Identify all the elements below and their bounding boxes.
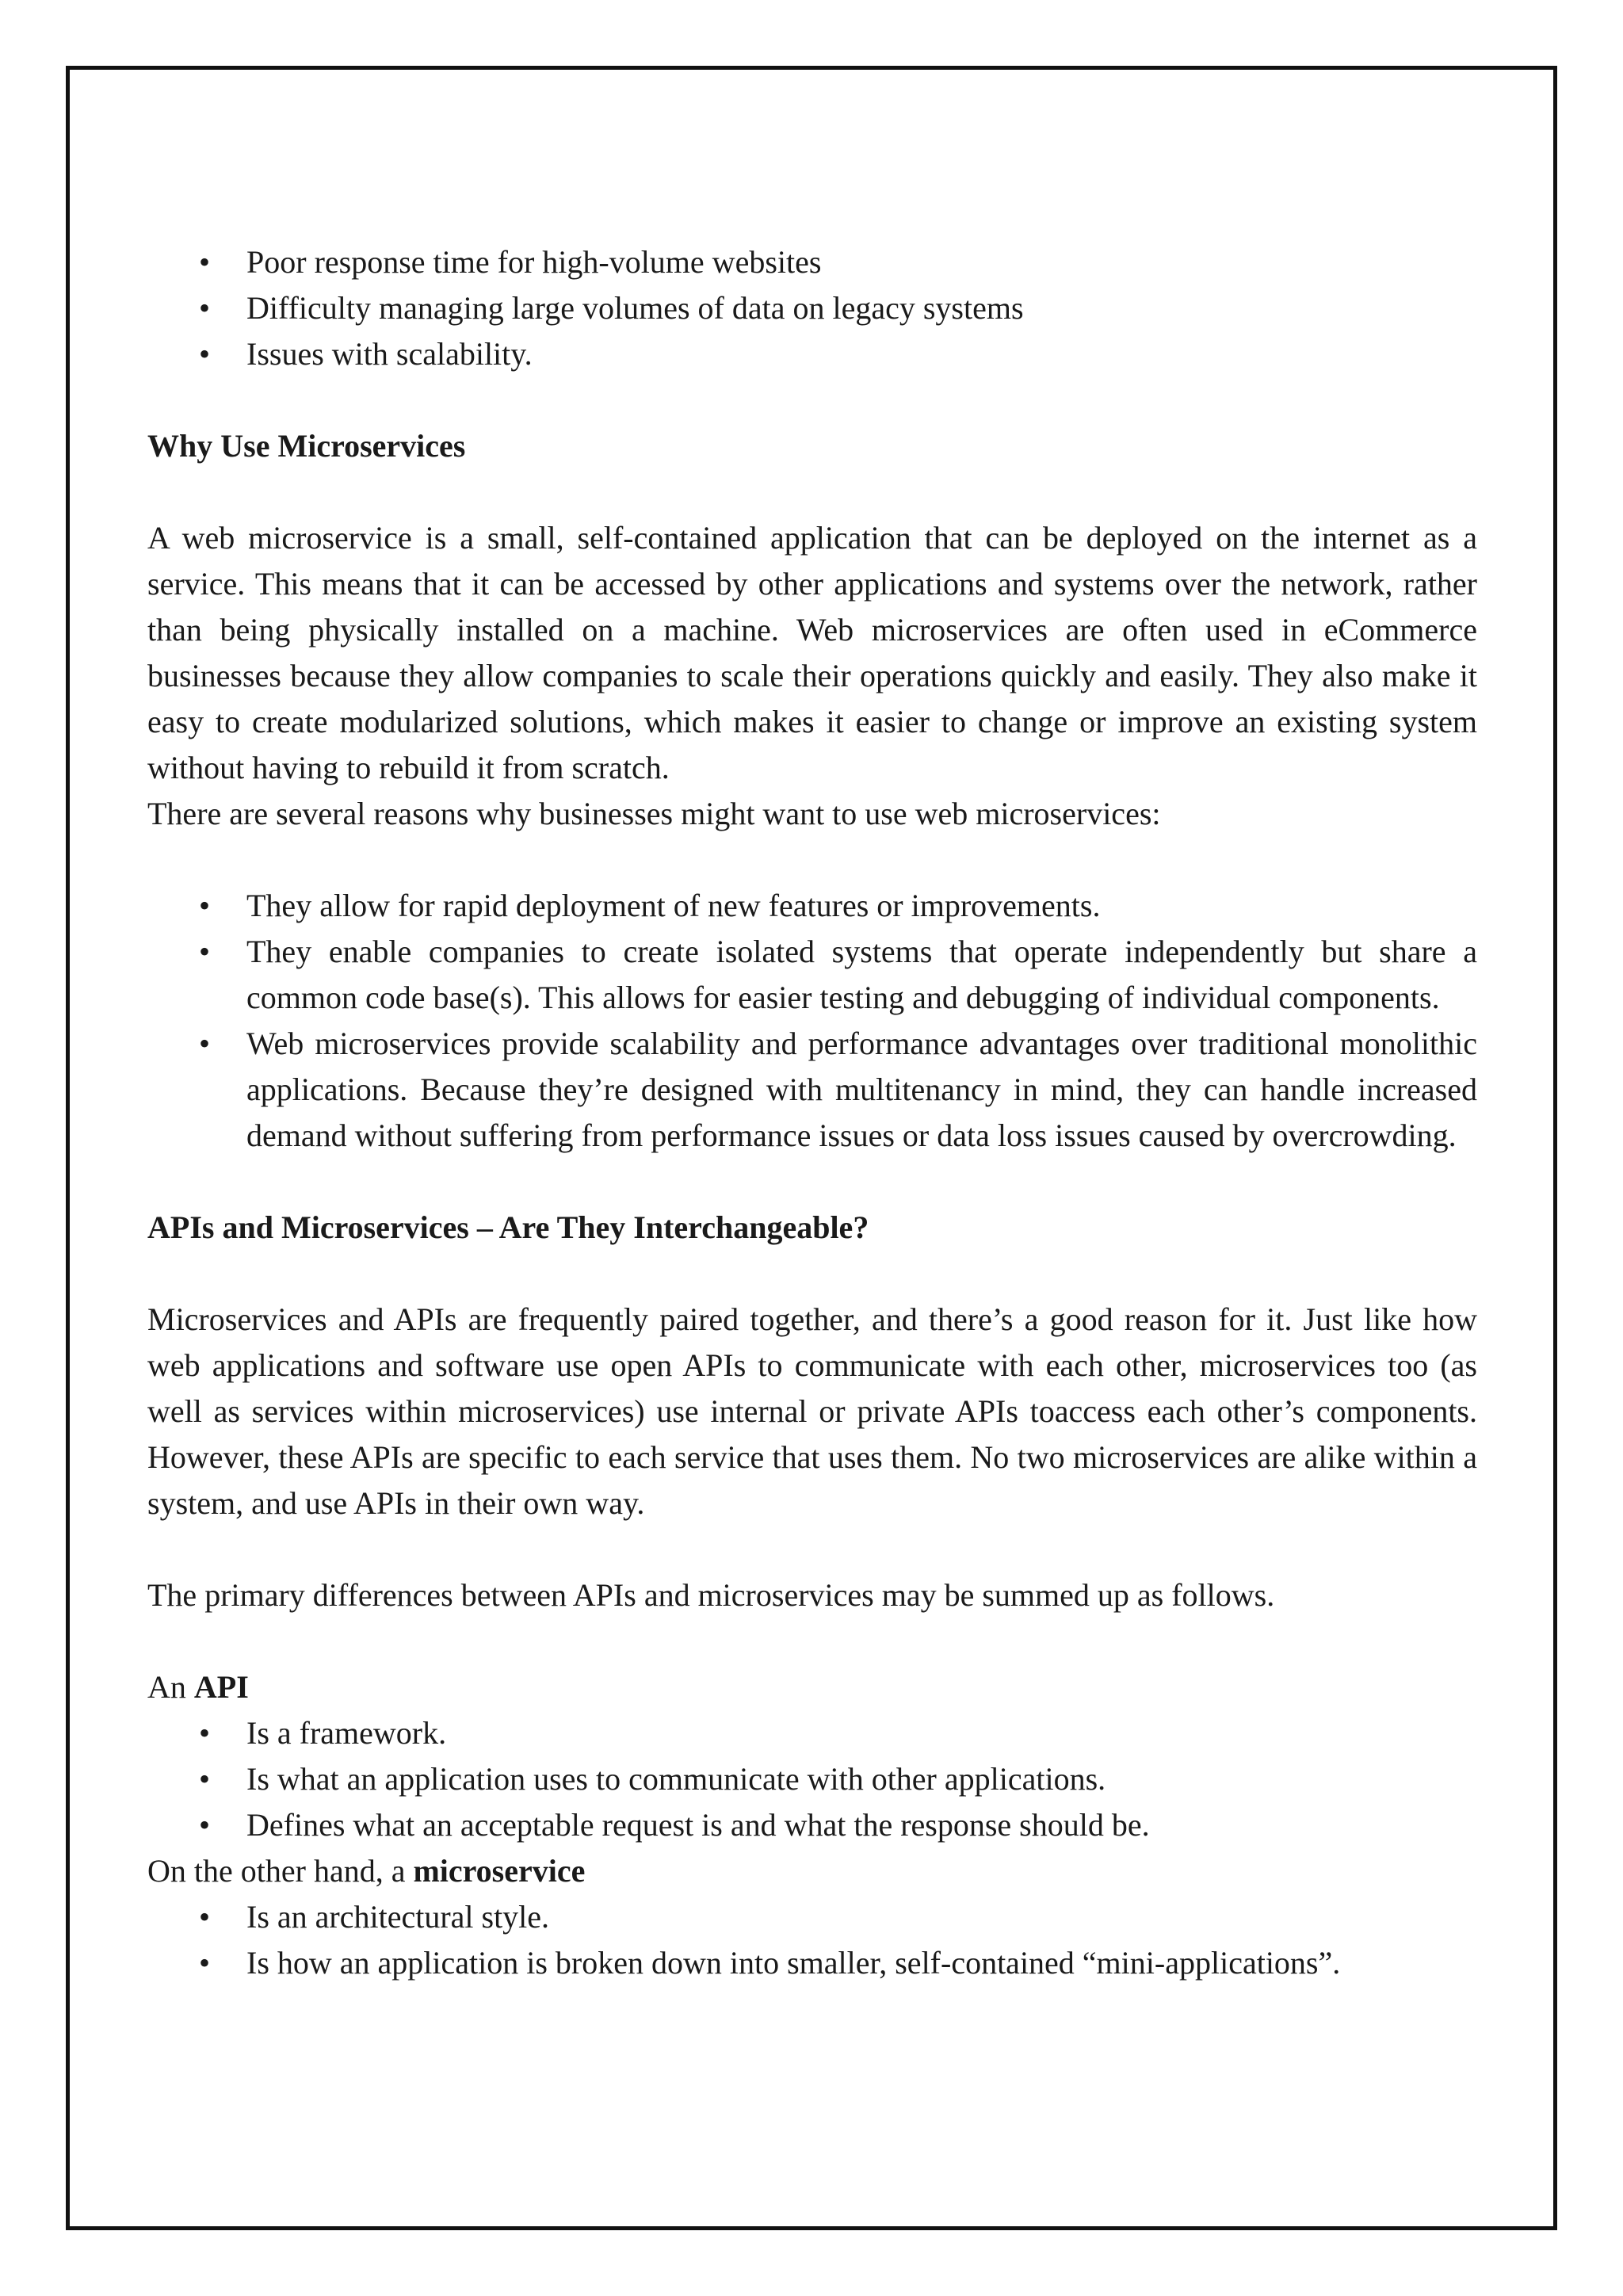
bullet-icon: •: [198, 888, 210, 923]
list-item-text: Is a framework.: [246, 1715, 447, 1751]
intro-bullet-list: [147, 239, 1477, 377]
microservice-label-bold: microservice: [413, 1853, 586, 1889]
list-item-text: Issues with scalability.: [246, 336, 533, 372]
list-item: [147, 883, 1477, 929]
list-item-text: Poor response time for high-volume websites: [246, 244, 822, 280]
list-item-text: Defines what an acceptable request is and what the response should be.: [246, 1807, 1150, 1843]
spacer: [147, 1618, 1477, 1664]
api-label-prefix: An: [147, 1669, 194, 1705]
spacer: [147, 1526, 1477, 1572]
bullet-icon: •: [198, 934, 210, 969]
reasons-bullet-list: [147, 883, 1477, 1159]
differences-intro: The primary differences between APIs and microservices may be summed up as follows.: [147, 1577, 1275, 1613]
bullet-icon: •: [198, 336, 210, 372]
api-label: [147, 1664, 1477, 1710]
list-item-text: Web microservices provide scalability and performance advantages over traditional monolithic applications. Because they’re designed with multitenancy in mind, they can handle increased demand without suffering from performance issues or data loss issues caused by overcrowding.: [246, 1026, 1477, 1153]
document-body: [147, 239, 1477, 1986]
list-item: [147, 285, 1477, 331]
bullet-icon: •: [198, 1026, 210, 1061]
bullet-icon: •: [198, 1945, 210, 1981]
microservice-bullet-list: [147, 1894, 1477, 1986]
spacer: [147, 837, 1477, 883]
apis-paragraph: Microservices and APIs are frequently paired together, and there’s a good reason for it. Just like how web applications and software use open APIs to communicate with each other, microservices too (as well as services within microservices) use internal or private APIs toaccess each other’s components. However, these APIs are specific to each service that uses them. No two microservices are alike within a system, and use APIs in their own way.: [147, 1301, 1477, 1521]
api-bullet-list: [147, 1710, 1477, 1848]
list-item: [147, 1940, 1477, 1986]
bullet-icon: •: [198, 290, 210, 326]
list-item: [147, 1894, 1477, 1940]
bullet-icon: •: [198, 1807, 210, 1843]
list-item: [147, 331, 1477, 377]
microservice-label: [147, 1848, 1477, 1894]
list-item-text: Is what an application uses to communicate with other applications.: [246, 1761, 1106, 1797]
list-item: [147, 1756, 1477, 1802]
apis-heading: APIs and Microservices – Are They Interchangeable?: [147, 1209, 869, 1245]
spacer: [147, 1251, 1477, 1297]
microservice-label-prefix: On the other hand, a: [147, 1853, 414, 1889]
spacer: [147, 1159, 1477, 1205]
list-item: [147, 929, 1477, 1021]
list-item: [147, 239, 1477, 285]
why-heading: Why Use Microservices: [147, 428, 466, 464]
list-item-text: Difficulty managing large volumes of data on legacy systems: [246, 290, 1024, 326]
list-item-text: They allow for rapid deployment of new features or improvements.: [246, 888, 1101, 923]
list-item: [147, 1021, 1477, 1159]
list-item-text: They enable companies to create isolated systems that operate independently but share a common code base(s). This allows for easier testing and debugging of individual components.: [246, 934, 1477, 1015]
list-item: [147, 1710, 1477, 1756]
bullet-icon: •: [198, 1761, 210, 1797]
bullet-icon: •: [198, 244, 210, 280]
list-item-text: Is an architectural style.: [246, 1899, 550, 1935]
list-item: [147, 1802, 1477, 1848]
reasons-intro: There are several reasons why businesses might want to use web microservices:: [147, 796, 1161, 831]
api-label-bold: API: [193, 1669, 249, 1705]
spacer: [147, 469, 1477, 515]
why-paragraph: A web microservice is a small, self-contained application that can be deployed on the internet as a service. This means that it can be accessed by other applications and systems over the network, rather than being physically installed on a machine. Web microservices are often used in eCommerce businesses because they allow companies to scale their operations quickly and easily. They also make it easy to create modularized solutions, which makes it easier to change or improve an existing system without having to rebuild it from scratch.: [147, 520, 1477, 785]
bullet-icon: •: [198, 1715, 210, 1751]
bullet-icon: •: [198, 1899, 210, 1935]
list-item-text: Is how an application is broken down into smaller, self-contained “mini-applications”.: [246, 1945, 1341, 1981]
spacer: [147, 377, 1477, 423]
